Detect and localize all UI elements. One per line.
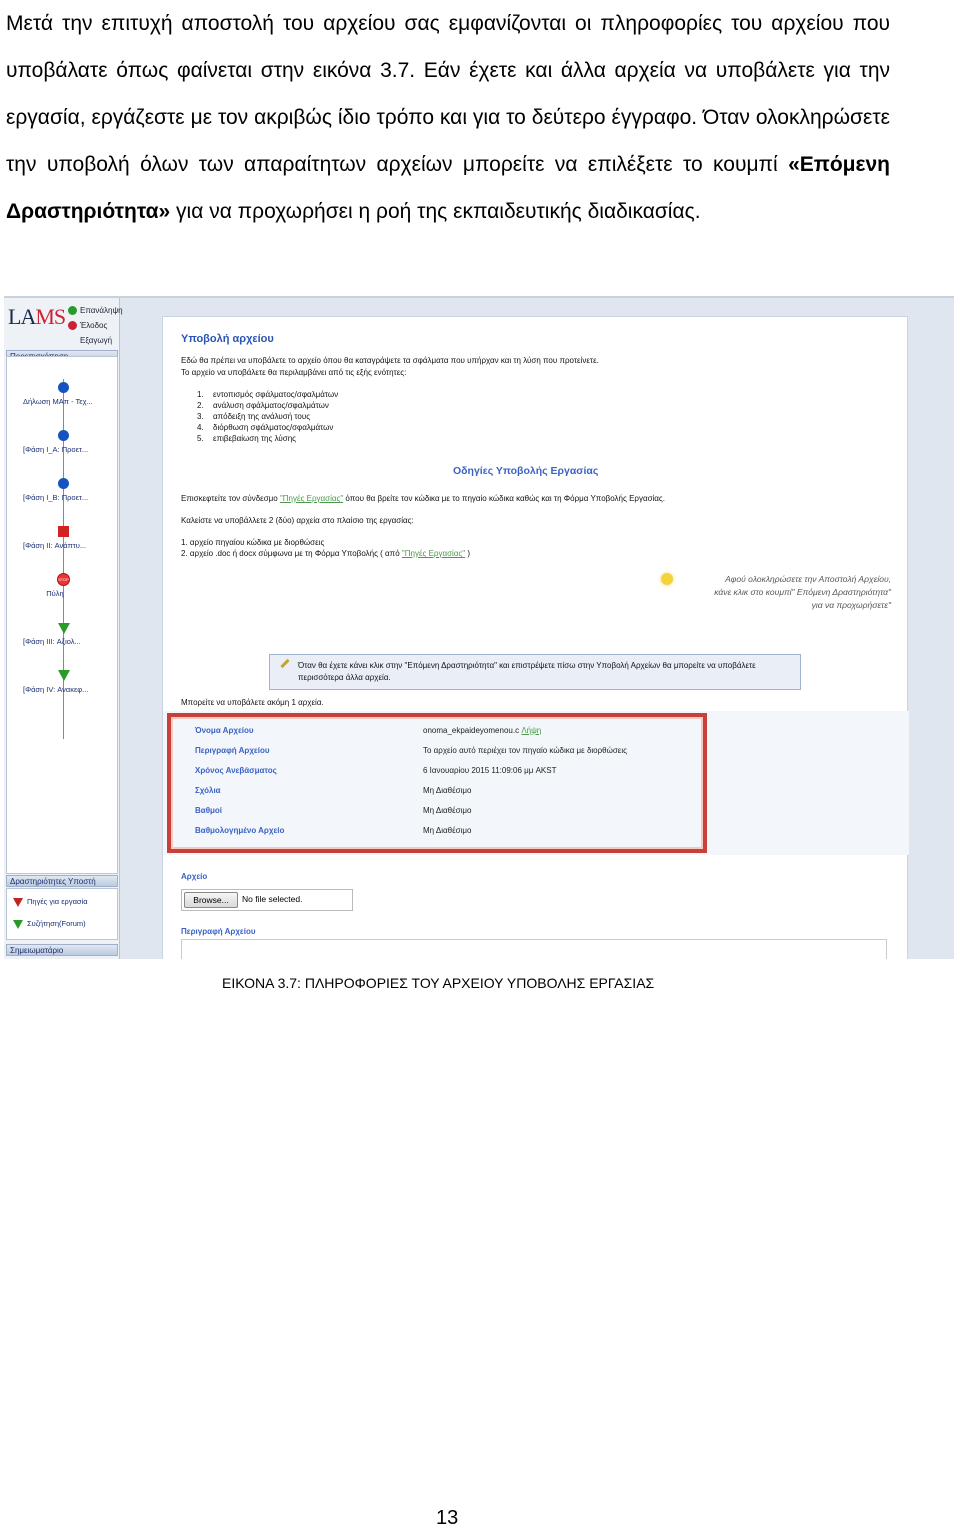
no-file-text: No file selected.: [242, 894, 303, 904]
stop-gate-icon[interactable]: STOP: [57, 573, 70, 586]
activity-label[interactable]: Πύλη: [46, 589, 64, 598]
pencil-icon: [280, 659, 289, 668]
toolbar-export-button[interactable]: Εξαγωγή: [80, 336, 113, 345]
steps-list: [197, 389, 338, 444]
file-requirement-2: 2. αρχείο .doc ή docx σύμφωνα με τη Φόρμα Υποβολής ( από "Πηγές Εργασίας" ): [181, 549, 471, 558]
call-text: Καλείστε να υποβάλλετε 2 (δύο) αρχεία στο πλαίσιο της εργασίας:: [181, 516, 414, 525]
page-number: 13: [436, 1507, 459, 1529]
lams-logo: LAMS: [8, 304, 66, 329]
download-link[interactable]: Λήψη: [521, 726, 542, 735]
description-textarea[interactable]: [181, 939, 887, 959]
intro-text: Εδώ θα πρέπει να υποβάλετε το αρχείο όπου θα καταγράψετε τα σφάλματα που υπήρχαν και τη λύση που προτείνετε.: [181, 356, 599, 365]
paragraph-text: Μετά την επιτυχή αποστολή του αρχείου σας εμφανίζονται οι πληροφορίες του αρχείου που υποβάλατε όπως φαίνεται στην εικόνα 3.7. Εάν έχετε και άλλα αρχεία να υποβάλετε για την εργασία, εργάζεστε με τον ακριβώς ίδιο τρόπο και για το δεύτερο έγγραφο. Όταν ολοκληρώσετε την υποβολή όλων των απαραίτητων αρχείων μπορείτε να επιλέξετε το κουμπί: [6, 12, 890, 176]
repeat-icon: [68, 306, 77, 315]
current-activity-icon[interactable]: [58, 526, 69, 537]
body-paragraph: [6, 0, 890, 235]
figure-caption: ΕΙΚΟΝΑ 3.7: ΠΛΗΡΟΦΟΡΙΕΣ ΤΟΥ ΑΡΧΕΙΟΥ ΥΠΟΒΟΛΗΣ ΕΡΓΑΣΙΑΣ: [222, 975, 655, 991]
activity-label[interactable]: [Φάση III: Αξιολ...: [23, 637, 81, 646]
activity-label[interactable]: [Φάση II: Ανάπτυ...: [23, 541, 87, 550]
description-label: Περιγραφή Αρχείου: [181, 927, 256, 936]
list-item: 4. διόρθωση σφάλματος/σφαλμάτων: [197, 423, 334, 432]
toolbar-exit-button[interactable]: Έλοδος: [68, 319, 107, 332]
activity-triangle-icon[interactable]: [58, 670, 70, 681]
instructions-heading: Οδηγίες Υποβολής Εργασίας: [453, 465, 599, 477]
intro-text-2: Το αρχείο να υποβάλετε θα περιλαμβάνει από τις εξής ενότητες:: [181, 368, 407, 377]
file-input[interactable]: [181, 889, 353, 911]
visit-sources-text: Επισκεφτείτε τον σύνδεσμο "Πηγές Εργασίας" όπου θα βρείτε τον κώδικα με το πηγαίο κώδικα καθώς και τη Φόρμα Υποβολής Εργασίας.: [181, 494, 665, 503]
remaining-uploads: Μπορείτε να υποβάλετε ακόμη 1 αρχεία.: [181, 698, 324, 707]
activity-label[interactable]: [Φάση IV: Ανακεφ...: [23, 685, 89, 694]
list-item: 1. εντοπισμός σφάλματος/σφαλμάτων: [197, 390, 339, 399]
support-item-forum[interactable]: Συζήτηση(Forum): [13, 919, 86, 928]
browse-button[interactable]: Browse...: [184, 892, 238, 908]
list-item: 2. ανάλυση σφάλματος/σφαλμάτων: [197, 401, 329, 410]
forum-icon: [13, 920, 23, 929]
activity-node-icon[interactable]: [58, 382, 69, 393]
file-requirement-1: 1. αρχείο πηγαίου κώδικα με διορθώσεις: [181, 538, 325, 547]
file-label: Αρχείο: [181, 872, 208, 881]
next-activity-tip: Αφού ολοκληρώσετε την Αποστολή Αρχείου, κάνε κλικ στο κουμπί" Επόμενη Δραστηριότητα" για να προχωρήσετε": [661, 573, 891, 612]
support-activities-list: [6, 888, 118, 940]
support-activities-header[interactable]: Δραστηριότητες Υποστή: [6, 875, 118, 887]
activity-label[interactable]: Δήλωση ΜΑπ - Τεχ...: [23, 397, 93, 406]
lams-screenshot: [4, 296, 954, 959]
page-title: Υποβολή αρχείου: [181, 333, 274, 345]
exit-icon: [68, 321, 77, 330]
sources-link-2[interactable]: "Πηγές Εργασίας": [401, 549, 466, 558]
list-item: 3. απόδειξη της ανάλυσή τους: [197, 412, 311, 421]
support-item-sources[interactable]: Πηγές για εργασία: [13, 897, 88, 906]
info-note: Όταν θα έχετε κάνει κλικ στην "Επόμενη Δραστηριότητα" και επιστρέψετε πίσω στην Υποβολή Αρχείων θα μπορείτε να υποβάλετε περισσότερα άλλα αρχεία.: [269, 654, 801, 690]
submit-file-panel: [162, 316, 908, 959]
next-activity-emphasis: «Επόμενη Δραστηριότητα»: [6, 153, 890, 223]
file-info-table: Όνομα Αρχείου onoma_ekpaideyomenou.c Λήψη Περιγραφή Αρχείου Το αρχείο αυτό περιέχει τον πηγαίο κώδικα με διορθώσεις Χρόνος Ανεβάσματος 6 Ιανουαρίου 2015 11:09:06 μμ AKST Σχόλια Μη Διαθέσιμο Βαθμοί Μη Διαθέσιμο Βαθμολογημένο Αρχείο Μη Διαθέσιμο: [167, 713, 707, 853]
activity-label[interactable]: [Φάση I_B: Προετ...: [23, 493, 89, 502]
activity-triangle-icon[interactable]: [58, 623, 70, 634]
toolbar-repeat-button[interactable]: Επανάληψη: [68, 304, 123, 317]
lams-left-panel: [4, 298, 123, 959]
list-item: 5. επιβεβαίωση της λύσης: [197, 434, 297, 443]
paragraph-text-end: για να προχωρήσει η ροή της εκπαιδευτικής διαδικασίας.: [170, 200, 701, 223]
sources-link[interactable]: "Πηγές Εργασίας": [279, 494, 344, 503]
sources-icon: [13, 898, 23, 907]
lightbulb-icon: [661, 573, 673, 585]
activity-node-icon[interactable]: [58, 478, 69, 489]
activity-label[interactable]: [Φάση I_A: Προετ...: [23, 445, 89, 454]
activity-sequence: [6, 356, 118, 874]
notebook-header[interactable]: Σημειωματάριο: [6, 944, 118, 956]
activity-node-icon[interactable]: [58, 430, 69, 441]
